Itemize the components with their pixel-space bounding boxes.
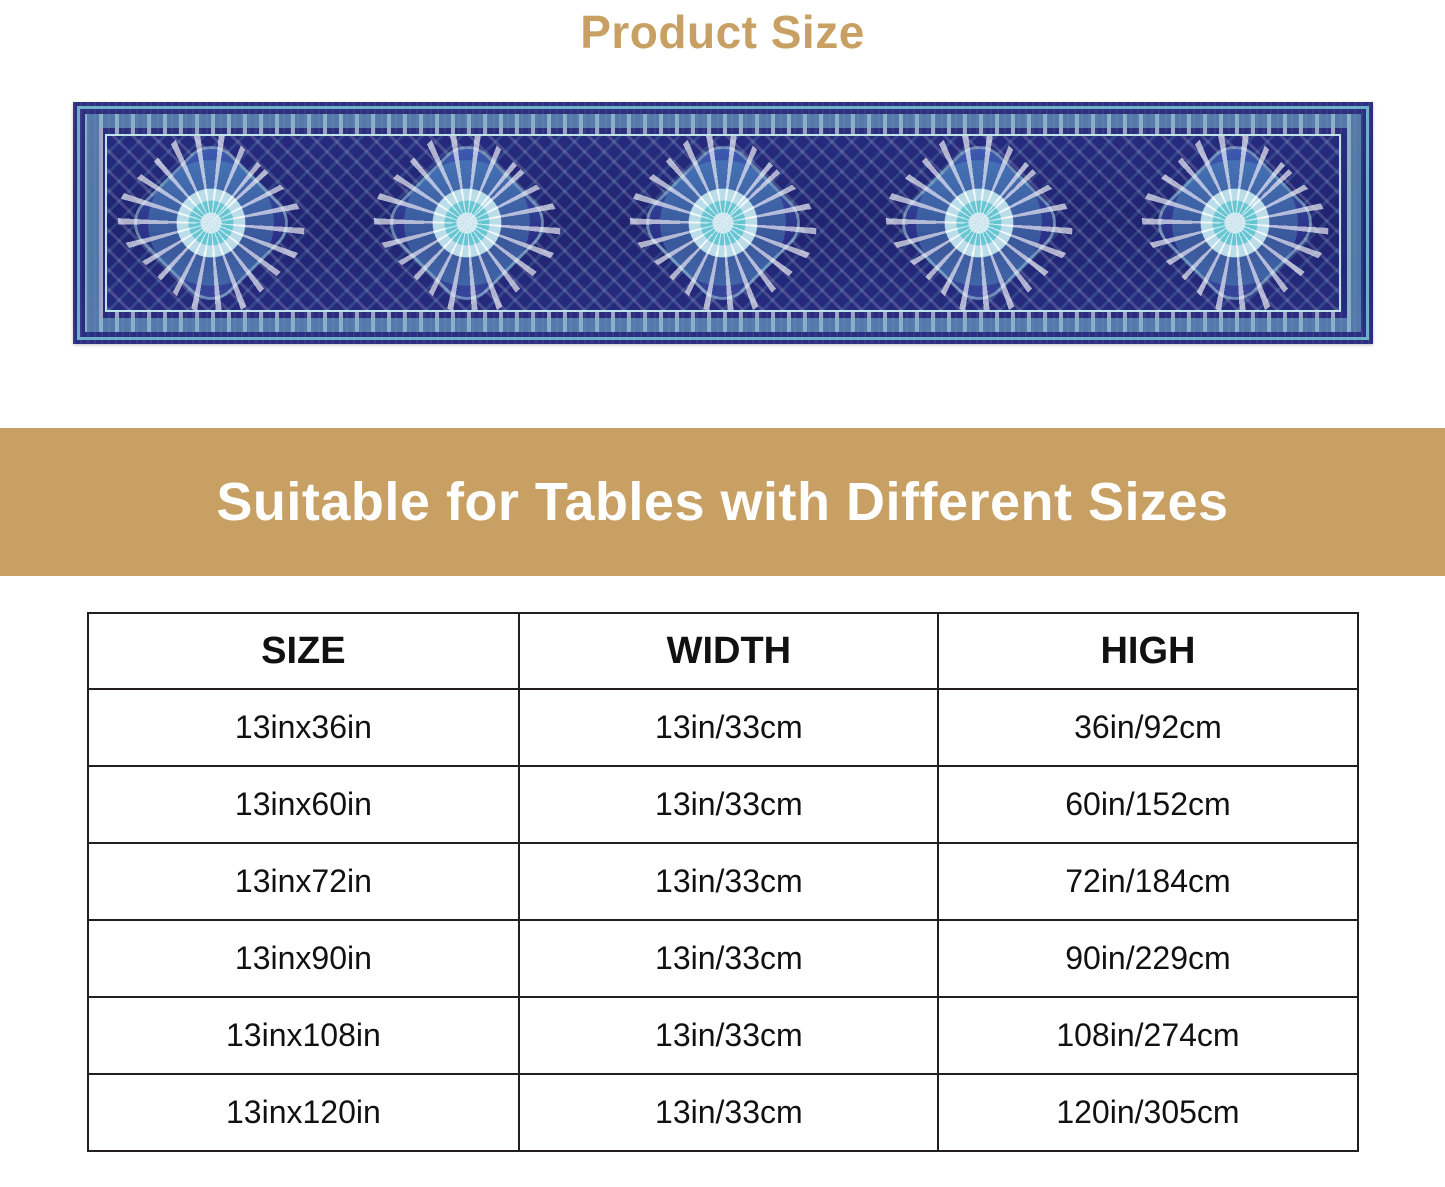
table-row — [88, 766, 1358, 843]
cell-width: 13in/33cm — [519, 766, 938, 843]
column-header-width: WIDTH — [519, 613, 938, 689]
cell-width: 13in/33cm — [519, 843, 938, 920]
table-row — [88, 997, 1358, 1074]
size-table-container — [87, 612, 1359, 1152]
suitability-banner — [0, 428, 1445, 576]
cell-high: 72in/184cm — [938, 843, 1357, 920]
cell-high: 90in/229cm — [938, 920, 1357, 997]
cell-width: 13in/33cm — [519, 689, 938, 766]
cell-size: 13inx72in — [88, 843, 520, 920]
runner-inner-field — [105, 134, 1341, 312]
table-row — [88, 920, 1358, 997]
table-row — [88, 843, 1358, 920]
medallion-motif — [881, 139, 1077, 307]
page-title: Product Size — [580, 6, 865, 58]
cell-size: 13inx36in — [88, 689, 520, 766]
cell-width: 13in/33cm — [519, 1074, 938, 1151]
cell-size: 13inx90in — [88, 920, 520, 997]
table-row — [88, 689, 1358, 766]
banner-heading: Suitable for Tables with Different Sizes — [216, 472, 1229, 533]
table-header-row — [88, 613, 1358, 689]
medallion-motif — [369, 139, 565, 307]
medallion-motif — [1137, 139, 1333, 307]
cell-high: 108in/274cm — [938, 997, 1357, 1074]
cell-width: 13in/33cm — [519, 920, 938, 997]
table-row — [88, 1074, 1358, 1151]
column-header-high: HIGH — [938, 613, 1357, 689]
cell-size: 13inx60in — [88, 766, 520, 843]
cell-size: 13inx108in — [88, 997, 520, 1074]
cell-high: 60in/152cm — [938, 766, 1357, 843]
cell-width: 13in/33cm — [519, 997, 938, 1074]
cell-high: 120in/305cm — [938, 1074, 1357, 1151]
runner-medallion-row — [107, 136, 1339, 310]
cell-high: 36in/92cm — [938, 689, 1357, 766]
column-header-size: SIZE — [88, 613, 520, 689]
cell-size: 13inx120in — [88, 1074, 520, 1151]
medallion-motif — [625, 139, 821, 307]
size-table — [87, 612, 1359, 1152]
product-image-container — [0, 102, 1445, 344]
medallion-motif — [113, 139, 309, 307]
table-runner-image — [73, 102, 1373, 344]
